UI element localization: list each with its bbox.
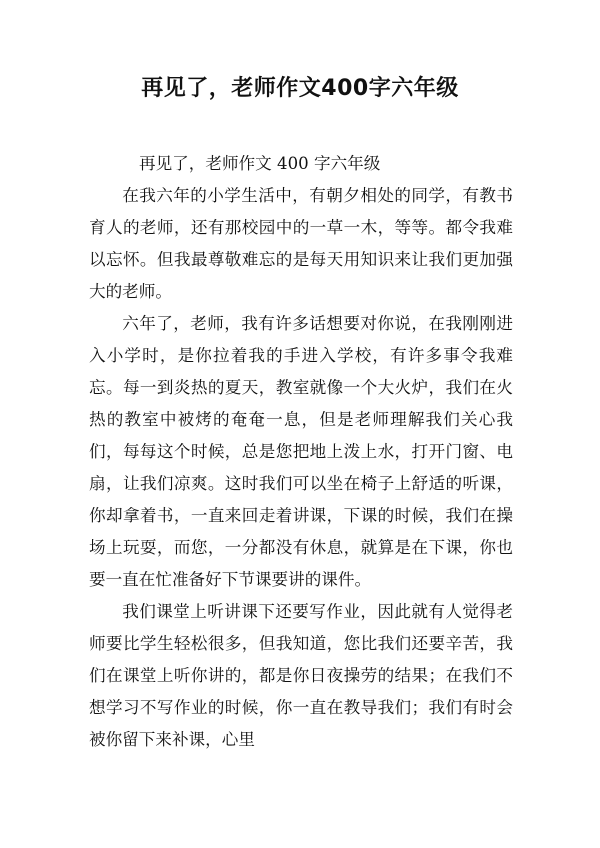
- paragraph-2: 六年了，老师，我有许多话想要对你说，在我刚刚进入小学时，是你拉着我的手进入学校，有许多事令我难忘。每一到炎热的夏天，教室就像一个大火炉，我们在火热的教室中被烤的奄奄一息，但是老师理解我们关心我们，每每这个时候，总是您把地上泼上水，打开门窗、电扇，让我们凉爽。这时我们可以坐在椅子上舒适的听课，你却拿着书，一直来回走着讲课，下课的时候，我们在操场上玩耍，而您，一分都没有休息，就算是在下课，你也要一直在忙准备好下节课要讲的课件。: [89, 314, 513, 589]
- document-subtitle: 再见了，老师作文 400 字六年级: [139, 154, 381, 173]
- paragraph-1: 在我六年的小学生活中，有朝夕相处的同学，有教书育人的老师，还有那校园中的一草一木，等等。都令我难以忘怀。但我最尊敬难忘的是每天用知识来让我们更加强大的老师。: [89, 186, 513, 301]
- document-body: [89, 148, 513, 756]
- paragraph-3: 我们课堂上听讲课下还要写作业，因此就有人觉得老师要比学生轻松很多，但我知道，您比我们还要辛苦，我们在课堂上听你讲的，都是你日夜操劳的结果；在我们不想学习不写作业的时候，你一直在教导我们；我们有时会被你留下来补课，心里: [89, 602, 513, 749]
- document-title: 再见了，老师作文400字六年级: [141, 76, 459, 101]
